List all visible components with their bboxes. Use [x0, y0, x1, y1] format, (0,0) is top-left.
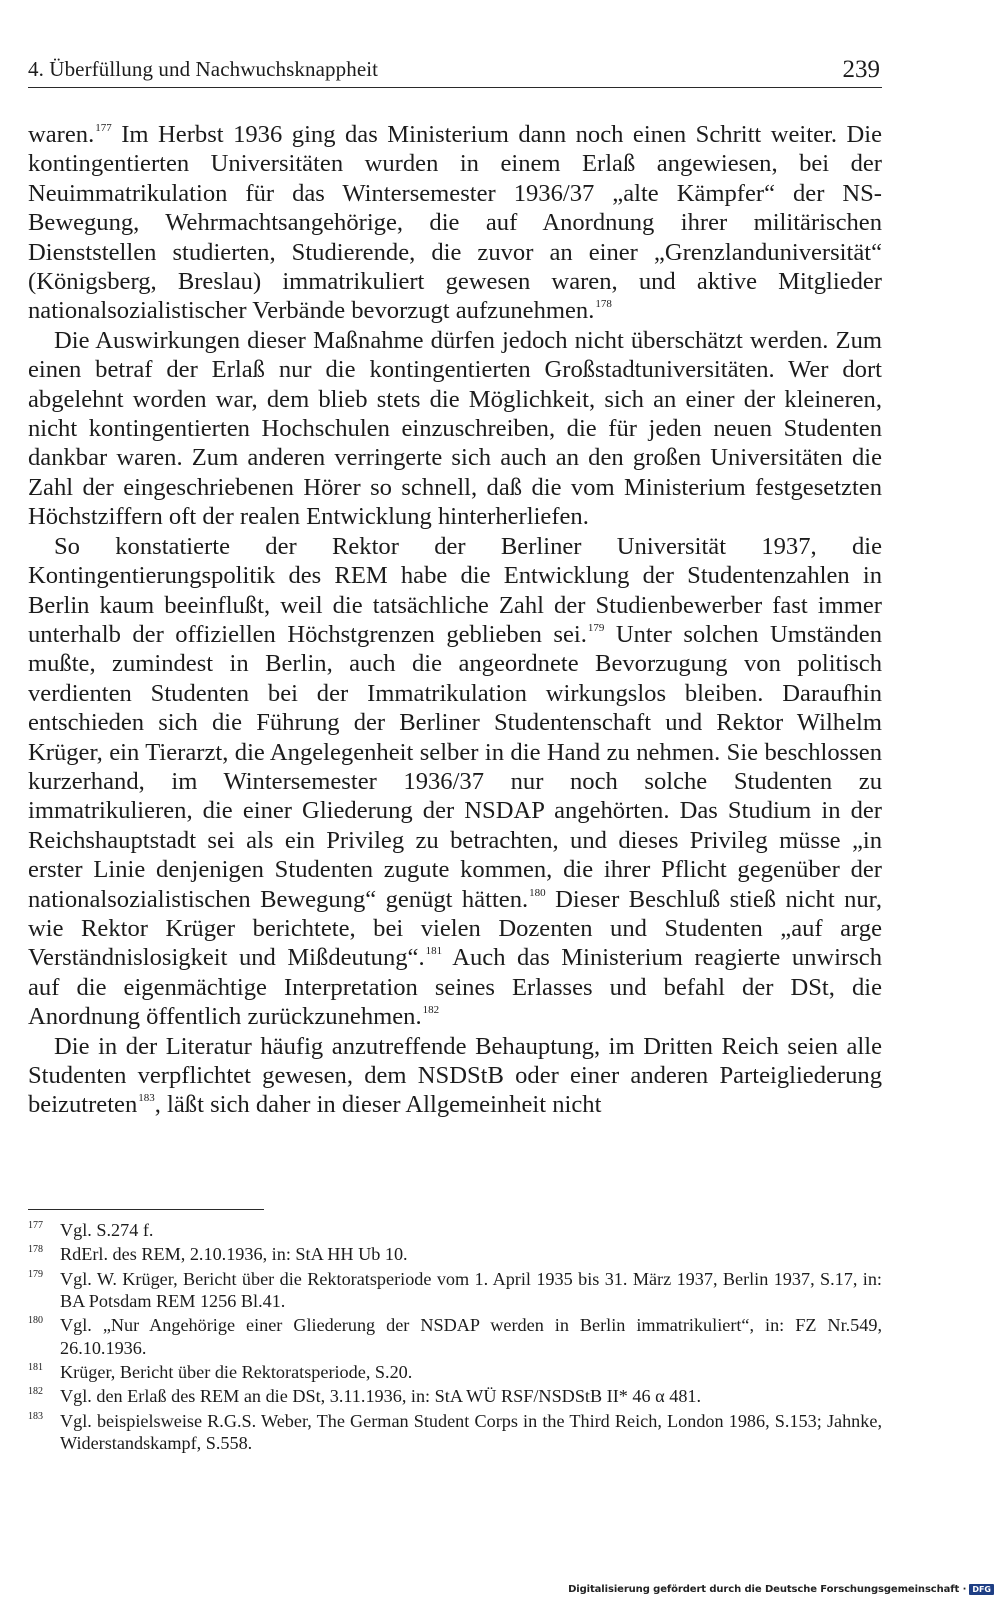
footnote-reference: 183	[138, 1092, 155, 1105]
footnote	[28, 1314, 882, 1358]
footnote-reference: 182	[422, 1004, 440, 1017]
body-paragraph	[28, 326, 882, 532]
footnote-text: Vgl. „Nur Angehörige einer Gliederung der NSDAP werden in Berlin immatrikuliert“, in: FZ Nr.549, 26.10.1936.	[60, 1315, 882, 1358]
footnote-text: Vgl. S.274 f.	[60, 1220, 154, 1240]
paragraph-text: Die Auswirkungen dieser Maßnahme dürfen jedoch nicht überschätzt werden. Zum einen betraf der Erlaß nur die kontingentierten Großstadtuniversitäten. Wer dort abgelehnt worden war, dem blieb stets die Möglichkeit, sich an einer der kleineren, nicht kontingentierten Hochschulen einzuschreiben, die für jeden neuen Studenten dankbar waren. Zum anderen verringerte sich auch an den großen Universitäten die Zahl der eingeschriebenen Hörer so schnell, daß die vom Ministerium festgesetzten Höchstziffern oft der realen Entwicklung hinterherliefen.	[28, 326, 882, 531]
digitization-credit	[568, 1584, 994, 1595]
footnote-number: 182	[28, 1386, 43, 1398]
footnote-number: 180	[28, 1315, 43, 1327]
paragraph-text: Die in der Literatur häufig anzutreffende Behauptung, im Dritten Reich seien alle Studenten verpflichtet gewesen, dem NSDStB oder einer anderen Parteigliederung beizutreten	[28, 1032, 882, 1119]
running-title: 4. Überfüllung und Nachwuchsknappheit	[28, 57, 379, 81]
footnote-number: 179	[28, 1268, 43, 1280]
body-paragraph	[28, 532, 882, 1032]
footnote-reference: 179	[587, 621, 605, 634]
footnote-number: 177	[28, 1220, 43, 1231]
paragraph-text: , läßt sich daher in dieser Allgemeinheit nicht	[154, 1091, 602, 1119]
paragraph-text: Auch das Ministerium reagierte unwirsch auf die eigenmächtige Interpretation seines Erlasses und befahl der DSt, die Anordnung öffentlich zurückzunehmen.	[28, 944, 882, 1031]
footnote	[28, 1219, 882, 1241]
footnote	[28, 1410, 882, 1454]
footnote-number: 178	[28, 1244, 43, 1256]
footnote	[28, 1268, 882, 1312]
footnote-reference: 180	[529, 886, 546, 899]
page-number: 239	[842, 56, 880, 83]
dfg-logo: DFG	[969, 1584, 994, 1595]
paragraph-text: waren.	[28, 121, 95, 148]
body-text	[28, 120, 882, 1120]
footnote-text: Krüger, Bericht über die Rektoratsperiode, S.20.	[60, 1361, 413, 1382]
footnote-number: 183	[28, 1410, 43, 1422]
footnote-text: Vgl. W. Krüger, Bericht über die Rektoratsperiode vom 1. April 1935 bis 31. März 1937, Berlin 1937, S.17, in: BA Potsdam REM 1256 Bl.41.	[60, 1268, 882, 1311]
footnote-text: RdErl. des REM, 2.10.1936, in: StA HH Ub 10.	[60, 1244, 408, 1265]
footnote-reference: 177	[95, 122, 112, 134]
running-header	[28, 57, 882, 88]
footnote	[28, 1385, 882, 1407]
footnote-text: Vgl. den Erlaß des REM an die DSt, 3.11.1936, in: StA WÜ RSF/NSDStB II* 46 α 481.	[60, 1386, 702, 1407]
paragraph-text: Im Herbst 1936 ging das Ministerium dann noch einen Schritt weiter. Die kontingentierten Universitäten wurden in einem Erlaß angewiesen, bei der Neuimmatrikulation für das Wintersemester 1936/37 „alte Kämpfer“ der NS-Bewegung, Wehrmachtsangehörige, die auf Anordnung ihrer militärischen Dienststellen studierten, Studierende, die zuvor an einer „Grenzlanduniversität“ (Königsberg, Breslau) immatrikuliert gewesen waren, und aktive Mitglieder nationalsozialistischer Verbände bevorzugt aufzunehmen.	[28, 121, 882, 325]
digitization-credit-text: Digitalisierung gefördert durch die Deutsche Forschungsgemeinschaft ·	[568, 1584, 967, 1595]
footnotes	[28, 1219, 882, 1456]
footnote-separator	[28, 1209, 264, 1210]
body-paragraph	[28, 1032, 882, 1120]
footnote-reference: 178	[595, 298, 612, 311]
footnote-reference: 181	[425, 945, 443, 958]
footnote-number: 181	[28, 1361, 43, 1373]
paragraph-text: So konstatierte der Rektor der Berliner Universität 1937, die Kontingentierungspolitik des REM habe die Entwicklung der Studentenzahlen in Berlin kaum beeinflußt, weil die tatsächliche Zahl der Studienbewerber fast immer unterhalb der offiziellen Höchstgrenzen geblieben sei.	[28, 532, 882, 648]
footnote-text: Vgl. beispielsweise R.G.S. Weber, The German Student Corps in the Third Reich, London 1986, S.153; Jahnke, Widerstandskampf, S.558.	[60, 1410, 882, 1453]
paragraph-text: Unter solchen Umständen mußte, zumindest in Berlin, auch die angeordnete Bevorzugung von politisch verdienten Studenten bei der Immatrikulation wirkungslos bleiben. Daraufhin entschieden sich die Führung der Berliner Studentenschaft und Rektor Wilhelm Krüger, ein Tierarzt, die Angelegenheit selber in die Hand zu nehmen. Sie beschlossen kurzerhand, im Wintersemester 1936/37 nur noch solche Studenten zu immatrikulieren, die einer Gliederung der NSDAP angehörten. Das Studium in der Reichshauptstadt sei als ein Privileg zu betrachten, und dieses Privileg müsse „in erster Linie denjenigen Studenten zugute kommen, die ihrer Pflicht gegenüber der nationalsozialistischen Bewegung“ genügt hätten.	[28, 620, 882, 913]
paragraph-text: Dieser Beschluß stieß nicht nur, wie Rektor Krüger berichtete, bei vielen Dozenten und Studenten „auf arge Verständnislosigkeit und Mißdeutung“.	[28, 885, 883, 972]
footnote	[28, 1243, 882, 1265]
body-paragraph	[28, 120, 882, 326]
footnote	[28, 1361, 882, 1383]
